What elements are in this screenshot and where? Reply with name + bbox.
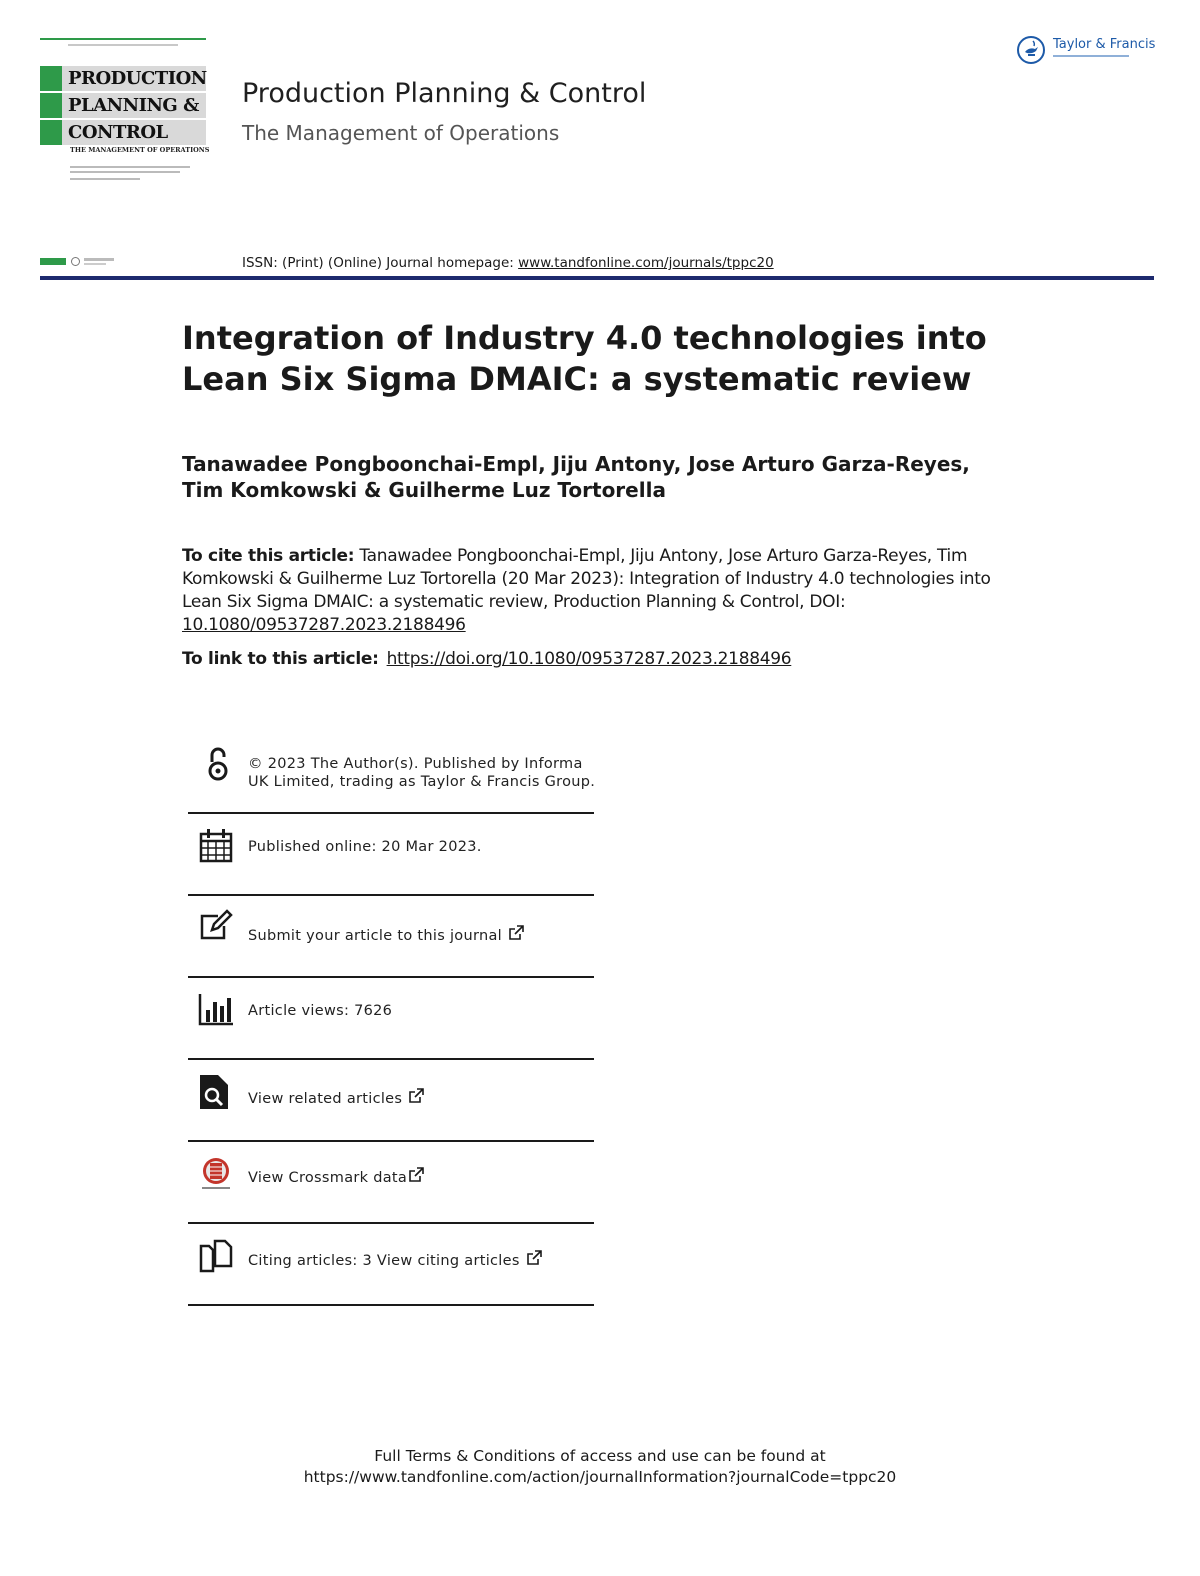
cover-small-text [70,178,140,180]
info-row-crossmark[interactable] [188,1142,594,1224]
journal-cover [40,38,210,188]
info-row-license [188,742,594,814]
external-link-icon [508,925,524,946]
publisher-logo[interactable] [1017,36,1162,70]
citation-block [182,545,1012,637]
info-row-views [188,978,594,1060]
journal-homepage-link[interactable]: www.tandfonline.com/journals/tppc20 [518,255,774,271]
article-title: Integration of Industry 4.0 technologies into Lean Six Sigma DMAIC: a systematic review [182,319,987,398]
cover-line-3: CONTROL [62,120,206,145]
footer-terms-url[interactable]: https://www.tandfonline.com/action/journalInformation?journalCode=tppc20 [303,1468,897,1486]
open-access-icon [198,746,234,782]
footer-terms [0,1446,1200,1488]
issn-text: ISSN: (Print) (Online) Journal homepage: [242,255,519,271]
open-access-small-icon [71,257,80,266]
cover-row-2 [40,93,206,118]
external-link-icon [526,1250,542,1271]
bar-chart-icon [198,992,234,1028]
info-row-published [188,814,594,896]
doi-link[interactable]: 10.1080/09537287.2023.2188496 [182,615,466,635]
article-info-list [188,742,594,1306]
citing-articles-icon [198,1238,234,1274]
external-link-icon [408,1088,424,1109]
link-label: To link to this article: [182,649,379,669]
cover-tiny-text [68,44,178,46]
crossmark-data-label: View Crossmark data [248,1170,408,1186]
info-row-submit[interactable] [188,896,594,978]
submit-article-link[interactable] [248,925,524,946]
related-articles-label: View related articles [248,1091,403,1107]
article-doi-url[interactable]: https://doi.org/10.1080/09537287.2023.2188496 [386,649,792,669]
publisher-name: Taylor & Francis [1053,37,1156,52]
header-divider [40,276,1154,280]
journal-subtitle: The Management of Operations [242,121,560,145]
license-text: © 2023 The Author(s). Published by Informa UK Limited, trading as Taylor & Francis Group. [248,756,596,790]
crossmark-icon [198,1156,234,1192]
info-row-related[interactable] [188,1060,594,1142]
calendar-icon [198,828,234,864]
submit-article-label: Submit your article to this journal [248,928,502,944]
footer-line-1: Full Terms & Conditions of access and use can be found at [374,1447,826,1465]
cite-text: Tanawadee Pongboonchai-Empl, Jiju Antony, Jose Arturo Garza-Reyes, Tim Komkowski & Guilherme Luz Tortorella (20 Mar 2023): Integration of Industry 4.0 technologies into Lean Six Sigma DMAIC: a systematic review, Production Planning & Control, DOI: [182,546,991,612]
related-articles-link[interactable] [248,1088,424,1109]
article-views-text: Article views: 7626 [248,1003,393,1019]
cover-small-text [70,166,190,168]
article-link-line [182,649,791,669]
journal-title: Production Planning & Control [242,78,647,109]
related-search-icon [198,1074,234,1110]
citing-articles-link[interactable] [248,1250,542,1271]
taylor-francis-lamp-icon [1017,36,1045,64]
info-row-citing[interactable] [188,1224,594,1306]
cover-row-1 [40,66,206,91]
external-link-icon [408,1167,424,1188]
issn-line [242,255,774,271]
cover-line-2: PLANNING & [62,93,206,118]
crossmark-data-link[interactable] [248,1167,424,1188]
cover-subtitle: THE MANAGEMENT OF OPERATIONS [70,146,210,154]
edit-icon [198,908,234,944]
cover-line-1: PRODUCTION [62,66,206,91]
citing-articles-label: Citing articles: 3 View citing articles [248,1253,520,1269]
cover-row-3 [40,120,206,145]
cover-small-text [70,171,180,173]
publisher-tagline [1053,55,1129,57]
cover-top-line [40,38,206,40]
cite-label: To cite this article: [182,546,355,566]
article-authors: Tanawadee Pongboonchai-Empl, Jiju Antony, Jose Arturo Garza-Reyes, Tim Komkowski & Guilherme Luz Tortorella [182,452,970,502]
published-online-text: Published online: 20 Mar 2023. [248,839,482,855]
